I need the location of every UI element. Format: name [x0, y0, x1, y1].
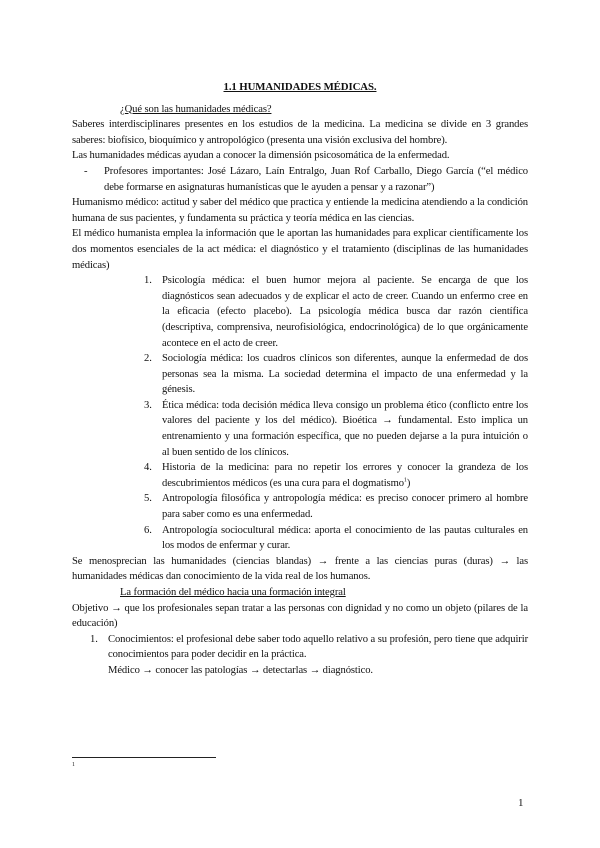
paragraph-medico-humanista: El médico humanista emplea la información que le aportan las humanidades para explicar científicamente los dos momentos esenciales de la act médica: el diagnóstico y el tratamiento (disciplinas de las humanidades médicas)	[72, 228, 528, 271]
list-item	[72, 632, 528, 663]
paragraph-humanismo: Humanismo médico: actitud y saber del médico que practica y entiende la medicina atendiendo a la condición humana de sus pacientes, y fundamenta su práctica y teoría médica en las ciencias.	[72, 197, 528, 224]
list-item-text: Sociología médica: los cuadros clínicos son diferentes, aunque la enfermedad de dos personas sea la misma. La sociedad determina el impacto de una enfermedad y la génesis.	[162, 353, 528, 396]
footnote-reference: 1	[403, 477, 407, 484]
indented-line-medico: Médico → conocer las patologías → detectarlas → diagnóstico.	[108, 664, 373, 676]
list-number: 1.	[144, 275, 152, 287]
paragraph-menosprecian: Se menosprecian las humanidades (ciencias blandas) → frente a las ciencias puras (duras) → las humanidades médicas dan conocimiento de la vida real de los humanos.	[72, 555, 528, 583]
document-body	[72, 80, 528, 679]
page-number: 1	[518, 797, 524, 809]
list-item	[72, 460, 528, 491]
list-item-text: Antropología sociocultural médica: aporta el conocimiento de las pautas culturales en los modos de enfermar y curar.	[162, 524, 528, 552]
list-item	[72, 351, 528, 398]
footnote-marker: 1	[72, 762, 75, 768]
list-item-text: Antropología filosófica y antropología médica: es preciso conocer primero al hombre para saber como es una enfermedad.	[162, 493, 528, 521]
list-number: 5.	[144, 493, 152, 505]
footnote-divider	[72, 757, 216, 758]
list-item	[72, 398, 528, 460]
list-item-text: Ética médica: toda decisión médica lleva consigo un problema ético (conflicto entre los valores del paciente y los del médico). Bioética → fundamental. Esto implica un entrenamiento y una formación específica, que no pueden dejarse a la pura intuición o al buen sentido de los clínicos.	[162, 399, 528, 458]
list-number: 6.	[144, 524, 152, 536]
list-item-text: Conocimientos: el profesional debe saber todo aquello relativo a su profesión, pero tiene que adquirir conocimientos para poder decidir en la práctica.	[108, 633, 528, 661]
list-number: 4.	[144, 462, 152, 474]
list-item-text: Profesores importantes: José Lázaro, Laín Entralgo, Juan Rof Carballo, Diego García (“el médico debe formarse en asignaturas humanísticas que le ayuden a pensar y a razonar”)	[104, 165, 528, 193]
paragraph-saberes: Saberes interdisciplinares presentes en los estudios de la medicina. La medicina se divide en 3 grandes saberes: biofísico, bioquímico y antropológico (presenta una visión exclusiva del hombre).	[72, 119, 528, 146]
list-item-profesores	[72, 164, 528, 195]
list-item-text-after: )	[406, 477, 411, 489]
list-item-text: Psicología médica: el buen humor mejora al paciente. Se encarga de que los diagnósticos sean adecuados y de explicar el acto de creer. Cuando un enfermo cree en la eficacia (efecto placebo). La psicología médica busca dar razón científica (descriptiva, comprensiva, neurofisiológica, endocrinológica) de lo que orgánicamente acontece en el acto de creer.	[162, 275, 528, 349]
list-number: 1.	[90, 633, 98, 645]
list-item	[72, 491, 528, 522]
list-item-text	[162, 460, 528, 491]
list-item-text-main: Historia de la medicina: para no repetir los errores y conocer la grandeza de los descubrimientos médicos (es una cura para el dogmatismo	[162, 462, 528, 489]
dash-marker: -	[84, 165, 88, 177]
numbered-list-pilares	[72, 632, 528, 663]
numbered-list-disciplinas	[72, 273, 528, 554]
paragraph-dimension: Las humanidades médicas ayudan a conocer la dimensión psicosomática de la enfermedad.	[72, 150, 450, 162]
list-item	[72, 273, 528, 351]
list-number: 3.	[144, 399, 152, 411]
subheading-que-son: ¿Qué son las humanidades médicas?	[120, 103, 272, 115]
list-number: 2.	[144, 353, 152, 365]
subheading-formacion: La formación del médico hacia una formación integral	[120, 587, 346, 598]
list-item	[72, 523, 528, 554]
document-title: 1.1 HUMANIDADES MÉDICAS.	[223, 81, 377, 93]
paragraph-objetivo: Objetivo → que los profesionales sepan tratar a las personas con dignidad y no como un objeto (pilares de la educación)	[72, 602, 528, 630]
